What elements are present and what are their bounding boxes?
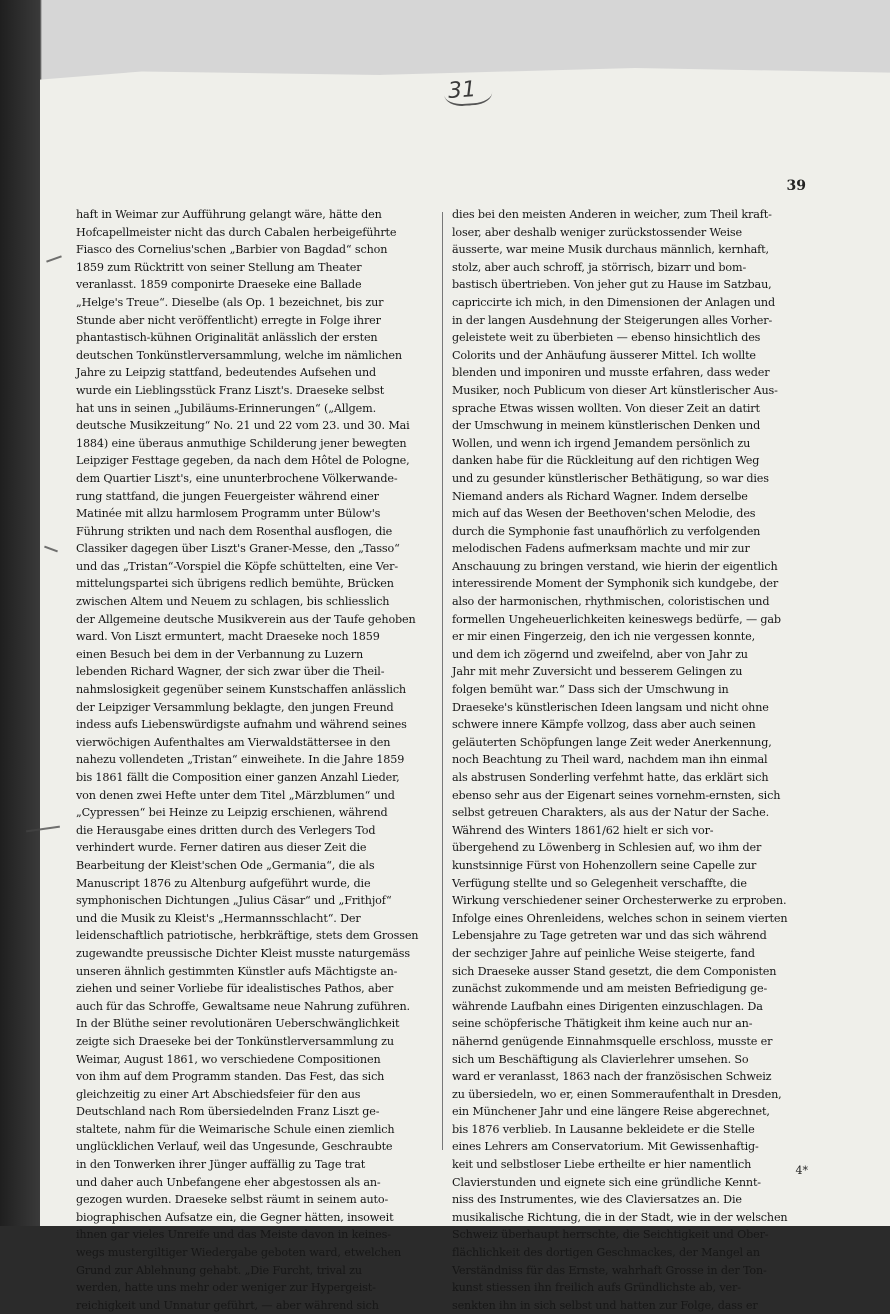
text-line: ein Münchener Jahr und eine längere Reise abgerechnet,: [452, 1105, 770, 1119]
text-line: also der harmonischen, rhythmischen, coloristischen und: [452, 595, 770, 609]
text-line: niss des Instrumentes, wie des Claviersatzes an. Die: [452, 1193, 742, 1207]
text-line: „Helge's Treue“. Dieselbe (als Op. 1 bezeichnet, bis zur: [76, 295, 384, 309]
text-line: Wirkung verschiedener seiner Orchesterwerke zu erproben.: [452, 894, 787, 908]
text-line: Musiker, noch Publicum von dieser Art künstlerischer Aus-: [452, 383, 778, 397]
text-line: flächlichkeit des dortigen Geschmackes, der Mangel an: [452, 1246, 760, 1260]
text-line: Während des Winters 1861/62 hielt er sich vor-: [452, 823, 714, 837]
text-line: Verständniss für das Ernste, wahrhaft Grosse in der Ton-: [452, 1263, 767, 1277]
text-line: ihnen gar vieles Unreife und das Meiste davon in keines-: [76, 1228, 391, 1242]
text-line: der Allgemeine deutsche Musikverein aus der Taufe gehoben: [76, 612, 416, 626]
text-line: Infolge eines Ohrenleidens, welches schon in seinem vierten: [452, 911, 788, 925]
text-line: von ihm auf dem Programm standen. Das Fest, das sich: [76, 1070, 385, 1084]
text-line: Verfügung stellte und so Gelegenheit verschaffte, die: [452, 876, 747, 890]
text-line: mittelungspartei sich übrigens redlich bemühte, Brücken: [76, 577, 394, 591]
text-line: durch die Symphonie fast unaufhörlich zu verfolgenden: [452, 524, 761, 538]
text-line: dem Quartier Liszt's, eine ununterbrochene Völkerwande-: [76, 471, 398, 485]
text-line: der Leipziger Versammlung beklagte, den jungen Freund: [76, 700, 394, 714]
text-line: Leipziger Festtage gegeben, da nach dem Hôtel de Pologne,: [76, 454, 410, 468]
text-line: währende Laufbahn eines Dirigenten einzuschlagen. Da: [452, 999, 763, 1013]
text-line: wegs mustergiltiger Wiedergabe geboten ward, etwelchen: [76, 1246, 402, 1260]
text-line: danken habe für die Rückleitung auf den richtigen Weg: [452, 454, 760, 468]
text-line: loser, aber deshalb weniger zurückstossender Weise: [452, 225, 742, 239]
text-line: geleistete weit zu überbieten — ebenso hinsichtlich des: [452, 331, 761, 345]
text-line: ward. Von Liszt ermuntert, macht Draeseke noch 1859: [76, 630, 380, 644]
text-line: stolz, aber auch schroff, ja störrisch, bizarr und bom-: [452, 260, 747, 274]
text-line: der Umschwung in meinem künstlerischen Denken und: [452, 419, 761, 433]
text-line: zu übersiedeln, wo er, einen Sommeraufenthalt in Dresden,: [452, 1087, 782, 1101]
text-line: hat uns in seinen „Jubiläums-Erinnerungen“ („Allgem.: [76, 401, 376, 415]
text-line: leidenschaftlich patriotische, herbkräftige, stets dem Grossen: [76, 929, 419, 943]
text-line: seine schöpferische Thätigkeit ihm keine auch nur an-: [452, 1017, 753, 1031]
text-line: Schweiz überhaupt herrschte, die Seichtigkeit und Ober-: [452, 1228, 769, 1242]
text-line: selbst getreuen Charakters, als aus der Natur der Sache.: [452, 806, 770, 820]
text-line: unseren ähnlich gestimmten Künstler aufs Mächtigste an-: [76, 964, 398, 978]
text-line: Colorits und der Anhäufung äusserer Mittel. Ich wollte: [452, 348, 756, 362]
text-line: Grund zur Ablehnung gehabt. „Die Furcht, trival zu: [76, 1263, 362, 1277]
text-line: phantastisch-kühnen Originalität anlässlich der ersten: [76, 331, 378, 345]
text-line: Weimar, August 1861, wo verschiedene Compositionen: [76, 1052, 381, 1066]
text-line: ebenso sehr aus der Eigenart seines vornehm-ernsten, sich: [452, 788, 781, 802]
text-line: als abstrusen Sonderling verfehmt hatte, das erklärt sich: [452, 771, 769, 784]
text-line: Jahr mit mehr Zuversicht und besserem Gelingen zu: [452, 665, 743, 679]
text-line: 1884) eine überaus anmuthige Schilderung jener bewegten: [76, 436, 407, 450]
text-line: haft in Weimar zur Aufführung gelangt wäre, hätte den: [76, 208, 382, 221]
text-line: Manuscript 1876 zu Altenburg aufgeführt wurde, die: [76, 876, 371, 890]
text-line: gezogen wurden. Draeseke selbst räumt in seinem auto-: [76, 1193, 389, 1207]
left-text-column: [76, 206, 434, 1314]
pencil-annotation: 31: [447, 77, 477, 104]
text-line: und zu gesunder künstlerischer Bethätigung, so war dies: [452, 471, 769, 485]
column-divider: [442, 212, 443, 1150]
printer-signature: 4*: [795, 1164, 808, 1177]
text-line: und das „Tristan“-Vorspiel die Köpfe schüttelten, eine Ver-: [76, 559, 398, 573]
text-line: „Cypressen“ bei Heinze zu Leipzig erschienen, während: [76, 806, 388, 820]
text-line: wurde ein Lieblingsstück Franz Liszt's. Draeseke selbst: [76, 383, 385, 397]
text-line: reichigkeit und Unnatur geführt, — aber während sich: [76, 1298, 379, 1312]
text-line: In der Blüthe seiner revolutionären Ueberschwänglichkeit: [76, 1017, 400, 1031]
text-line: Deutschland nach Rom übersiedelnden Franz Liszt ge-: [76, 1105, 380, 1119]
text-line: folgen bemüht war.“ Dass sich der Umschwung in: [452, 683, 729, 697]
text-line: übergehend zu Löwenberg in Schlesien auf, wo ihm der: [452, 841, 762, 855]
text-line: von denen zwei Hefte unter dem Titel „Märzblumen“ und: [76, 788, 395, 802]
text-line: in den Tonwerken ihrer Jünger auffällig zu Tage trat: [76, 1158, 366, 1172]
text-line: er mir einen Fingerzeig, den ich nie vergessen konnte,: [452, 630, 755, 644]
text-line: Fiasco des Cornelius'schen „Barbier von Bagdad“ schon: [76, 243, 388, 257]
text-line: veranlasst. 1859 componirte Draeseke eine Ballade: [76, 278, 362, 292]
text-line: auch für das Schroffe, Gewaltsame neue Nahrung zuführen.: [76, 999, 410, 1013]
text-line: bis 1861 fällt die Composition einer ganzen Anzahl Lieder,: [76, 771, 400, 784]
text-line: Stunde aber nicht veröffentlicht) erregte in Folge ihrer: [76, 313, 381, 327]
text-line: bis 1876 verblieb. In Lausanne bekleidete er die Stelle: [452, 1122, 755, 1136]
right-text-column: [452, 206, 810, 1314]
text-line: geläuterten Schöpfungen lange Zeit weder Anerkennung,: [452, 735, 772, 749]
text-line: 1859 zum Rücktritt von seiner Stellung am Theater: [76, 260, 362, 274]
text-line: vierwöchigen Aufenthaltes am Vierwaldstättersee in den: [76, 735, 391, 749]
text-line: kunst stiessen ihn freilich aufs Gründlichste ab, ver-: [452, 1281, 741, 1295]
text-line: symphonischen Dichtungen „Julius Cäsar“ und „Frithjof“: [76, 894, 392, 908]
text-line: und dem ich zögernd und zweifelnd, aber von Jahr zu: [452, 647, 748, 661]
text-line: ziehen und seiner Vorliebe für idealistisches Pathos, aber: [76, 982, 394, 996]
text-line: Clavierstunden und eignete sich eine gründliche Kennt-: [452, 1175, 761, 1189]
text-line: Führung strikten und nach dem Rosenthal ausflogen, die: [76, 524, 393, 538]
text-line: Hofcapellmeister nicht das durch Cabalen herbeigeführte: [76, 225, 397, 239]
text-line: Classiker dagegen über Liszt's Graner-Messe, den „Tasso“: [76, 542, 400, 556]
text-line: in der langen Ausdehnung der Steigerungen alles Vorher-: [452, 313, 773, 327]
page-number: 39: [786, 178, 806, 194]
text-line: capriccirte ich mich, in den Dimensionen der Anlagen und: [452, 295, 775, 309]
text-line: die Herausgabe eines dritten durch des Verlegers Tod: [76, 823, 376, 837]
text-line: Niemand anders als Richard Wagner. Indem derselbe: [452, 489, 748, 503]
text-line: deutsche Musikzeitung“ No. 21 und 22 vom 23. und 30. Mai: [76, 419, 410, 433]
text-line: eines Lehrers am Conservatorium. Mit Gewissenhaftig-: [452, 1140, 759, 1154]
text-line: mich auf das Wesen der Beethoven'schen Melodie, des: [452, 507, 756, 521]
text-line: nähernd genügende Einnahmsquelle erschloss, musste er: [452, 1034, 773, 1048]
text-line: sich um Beschäftigung als Clavierlehrer umsehen. So: [452, 1052, 749, 1066]
text-line: ward er veranlasst, 1863 nach der französischen Schweiz: [452, 1070, 772, 1084]
text-line: noch Beachtung zu Theil ward, nachdem man ihn einmal: [452, 753, 768, 767]
text-line: kunstsinnige Fürst von Hohenzollern seine Capelle zur: [452, 858, 757, 872]
text-line: sprache Etwas wissen wollten. Von dieser Zeit an datirt: [452, 401, 760, 415]
text-line: Bearbeitung der Kleist'schen Ode „Germania“, die als: [76, 858, 375, 872]
text-line: formellen Ungeheuerlichkeiten keineswegs bedürfe, — gab: [452, 612, 781, 626]
text-line: Draeseke's künstlerischen Ideen langsam und nicht ohne: [452, 700, 769, 714]
text-line: bastisch übertrieben. Von jeher gut zu Hause im Satzbau,: [452, 278, 772, 292]
text-line: dies bei den meisten Anderen in weicher, zum Theil kraft-: [452, 208, 772, 221]
text-line: nahezu vollendeten „Tristan“ einweihete. In die Jahre 1859: [76, 753, 405, 767]
text-line: indess aufs Liebenswürdigste aufnahm und während seines: [76, 718, 407, 732]
text-line: Jahre zu Leipzig stattfand, bedeutendes Aufsehen und: [76, 366, 377, 380]
text-line: gleichzeitig zu einer Art Abschiedsfeier für den aus: [76, 1087, 361, 1101]
text-line: interessirende Moment der Symphonik sich kundgebe, der: [452, 577, 779, 591]
text-line: verhindert wurde. Ferner datiren aus dieser Zeit die: [76, 841, 367, 855]
text-line: rung stattfand, die jungen Feuergeister während einer: [76, 489, 379, 503]
text-line: Lebensjahre zu Tage getreten war und das sich während: [452, 929, 767, 943]
text-line: nahmslosigkeit gegenüber seinem Kunstschaffen anlässlich: [76, 683, 406, 697]
text-line: biographischen Aufsatze ein, die Gegner hätten, insoweit: [76, 1210, 394, 1224]
text-line: der sechziger Jahre auf peinliche Weise steigerte, fand: [452, 946, 755, 960]
text-line: und daher auch Unbefangene eher abgestossen als an-: [76, 1175, 381, 1189]
text-line: Matinée mit allzu harmlosem Programm unter Bülow's: [76, 507, 381, 521]
text-line: zunächst zukommende und am meisten Befriedigung ge-: [452, 982, 768, 996]
text-line: und die Musik zu Kleist's „Hermannsschlacht“. Der: [76, 911, 361, 925]
text-line: zeigte sich Draeseke bei der Tonkünstlerversammlung zu: [76, 1034, 394, 1048]
text-line: melodischen Fadens aufmerksam machte und mir zur: [452, 542, 750, 556]
text-line: zugewandte preussische Dichter Kleist musste naturgemäss: [76, 946, 410, 960]
text-line: lebenden Richard Wagner, der sich zwar über die Theil-: [76, 665, 385, 679]
text-line: sich Draeseke ausser Stand gesetzt, die dem Componisten: [452, 964, 777, 978]
text-line: zwischen Altem und Neuem zu schlagen, bis schliesslich: [76, 595, 390, 609]
text-line: Anschauung zu bringen verstand, wie hierin der eigentlich: [452, 559, 778, 573]
text-line: senkten ihn in sich selbst und hatten zur Folge, dass er: [452, 1298, 758, 1312]
text-line: blenden und imponiren und musste erfahren, dass weder: [452, 366, 770, 380]
text-line: äusserte, war meine Musik durchaus männlich, kernhaft,: [452, 243, 769, 257]
text-line: deutschen Tonkünstlerversammlung, welche im nämlichen: [76, 348, 402, 362]
text-line: einen Besuch bei dem in der Verbannung zu Luzern: [76, 647, 364, 661]
text-line: schwere innere Kämpfe vollzog, dass aber auch seinen: [452, 718, 756, 732]
text-line: werden, hatte uns mehr oder weniger zur Hypergeist-: [76, 1281, 376, 1295]
text-line: staltete, nahm für die Weimarische Schule einen ziemlich: [76, 1122, 395, 1136]
text-line: musikalische Richtung, die in der Stadt, wie in der welschen: [452, 1210, 788, 1224]
text-line: Wollen, und wenn ich irgend Jemandem persönlich zu: [452, 436, 751, 450]
text-line: keit und selbstloser Liebe ertheilte er hier namentlich: [452, 1158, 752, 1172]
text-line: unglücklichen Verlauf, weil das Ungesunde, Geschraubte: [76, 1140, 393, 1154]
